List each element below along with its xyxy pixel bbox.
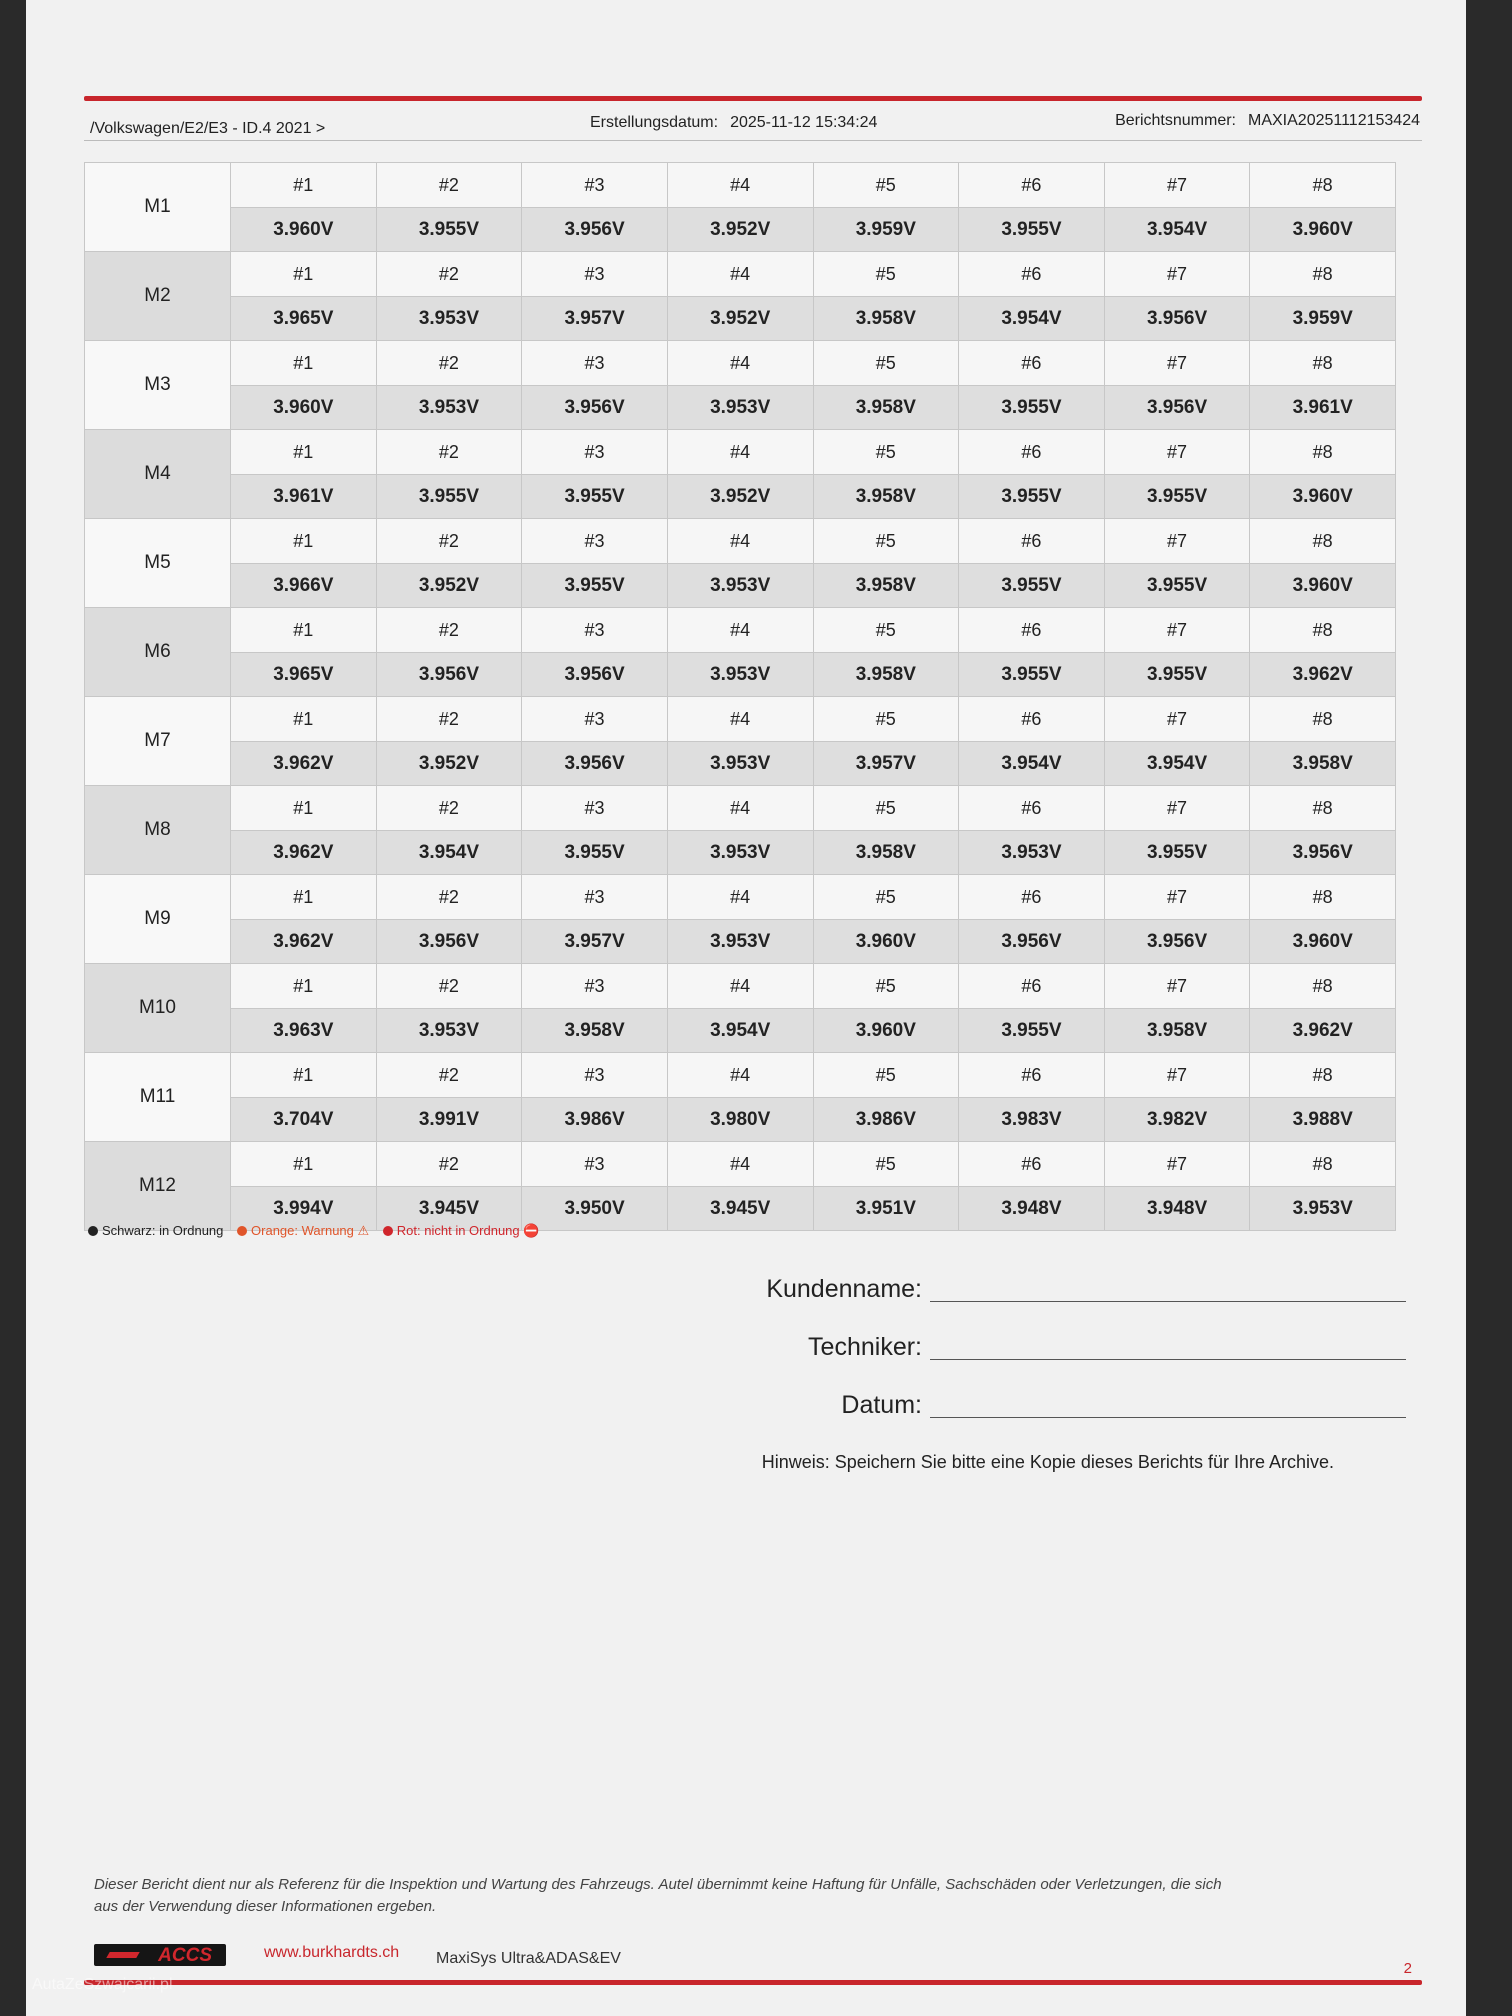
cell-number: #1	[231, 608, 377, 653]
cell-number: #5	[813, 1053, 959, 1098]
module-row	[85, 608, 1396, 653]
cell-voltage: 3.960V	[813, 920, 959, 964]
cell-number: #5	[813, 964, 959, 1009]
cell-number: #1	[231, 519, 377, 564]
report-number-label: Berichtsnummer:	[1115, 112, 1236, 129]
cell-number: #2	[376, 875, 522, 920]
cell-number: #2	[376, 430, 522, 475]
cell-number: #8	[1250, 608, 1396, 653]
cell-number: #2	[376, 519, 522, 564]
cell-voltage: 3.960V	[813, 1009, 959, 1053]
cell-number: #8	[1250, 786, 1396, 831]
cell-number: #7	[1104, 1142, 1250, 1187]
orange-dot-icon	[237, 1226, 247, 1236]
black-dot-icon	[88, 1226, 98, 1236]
module-row	[85, 163, 1396, 208]
cell-voltage: 3.956V	[522, 742, 668, 786]
module-row	[85, 519, 1396, 564]
cell-voltage: 3.982V	[1104, 1098, 1250, 1142]
cell-voltage: 3.958V	[813, 831, 959, 875]
voltage-row	[85, 208, 1396, 252]
cell-voltage: 3.953V	[376, 386, 522, 430]
disclaimer-line-1: Dieser Bericht dient nur als Referenz für die Inspektion und Wartung des Fahrzeugs. Autel übernimmt keine Haftung für Unfälle, Sachschäden oder Verletzungen, die sich	[94, 1876, 1222, 1893]
cell-voltage: 3.963V	[231, 1009, 377, 1053]
cell-number: #4	[667, 519, 813, 564]
cell-number: #6	[959, 519, 1105, 564]
cell-voltage: 3.955V	[1104, 475, 1250, 519]
cell-number: #5	[813, 875, 959, 920]
cell-voltage: 3.956V	[1104, 920, 1250, 964]
module-label: M2	[85, 252, 231, 341]
customer-name-field[interactable]	[726, 1268, 1406, 1308]
module-row	[85, 786, 1396, 831]
cell-number: #5	[813, 697, 959, 742]
cell-voltage: 3.954V	[376, 831, 522, 875]
cell-voltage: 3.953V	[376, 1009, 522, 1053]
cell-number: #6	[959, 1053, 1105, 1098]
cell-number: #2	[376, 608, 522, 653]
cell-voltage: 3.988V	[1250, 1098, 1396, 1142]
status-legend	[88, 1223, 549, 1239]
module-label: M1	[85, 163, 231, 252]
footer-accent-line	[84, 1980, 1422, 1985]
disclaimer-line-2: aus der Verwendung dieser Informationen ergeben.	[94, 1898, 437, 1915]
cell-number: #5	[813, 608, 959, 653]
cell-voltage: 3.958V	[813, 653, 959, 697]
cell-number: #6	[959, 786, 1105, 831]
cell-number: #3	[522, 252, 668, 297]
cell-number: #2	[376, 964, 522, 1009]
date-field[interactable]	[726, 1384, 1406, 1424]
customer-name-label: Kundenname:	[766, 1275, 922, 1303]
cell-voltage: 3.962V	[1250, 1009, 1396, 1053]
voltage-row	[85, 653, 1396, 697]
cell-voltage: 3.952V	[667, 475, 813, 519]
cell-number: #1	[231, 341, 377, 386]
cell-number: #1	[231, 964, 377, 1009]
cell-number: #6	[959, 341, 1105, 386]
cell-number: #8	[1250, 875, 1396, 920]
cell-voltage: 3.960V	[1250, 475, 1396, 519]
cell-voltage: 3.953V	[667, 742, 813, 786]
cell-voltage: 3.959V	[813, 208, 959, 252]
voltage-row	[85, 475, 1396, 519]
cell-number: #4	[667, 1053, 813, 1098]
cell-number: #8	[1250, 1142, 1396, 1187]
cell-voltage: 3.955V	[376, 208, 522, 252]
cell-voltage: 3.955V	[1104, 564, 1250, 608]
cell-number: #7	[1104, 964, 1250, 1009]
cell-number: #3	[522, 875, 668, 920]
cell-number: #2	[376, 786, 522, 831]
cell-number: #4	[667, 786, 813, 831]
cell-number: #6	[959, 697, 1105, 742]
cell-number: #6	[959, 252, 1105, 297]
cell-voltage: 3.953V	[376, 297, 522, 341]
cell-number: #1	[231, 252, 377, 297]
cell-number: #7	[1104, 697, 1250, 742]
cell-voltage: 3.956V	[1250, 831, 1396, 875]
cell-number: #4	[667, 608, 813, 653]
module-label: M8	[85, 786, 231, 875]
cell-voltage: 3.954V	[959, 297, 1105, 341]
disclaimer	[94, 1874, 1374, 1918]
cell-number: #5	[813, 1142, 959, 1187]
cell-voltage: 3.965V	[231, 653, 377, 697]
module-row	[85, 430, 1396, 475]
accs-logo	[94, 1944, 226, 1966]
cell-voltage: 3.983V	[959, 1098, 1105, 1142]
cell-voltage: 3.954V	[1104, 742, 1250, 786]
cell-voltage: 3.994V	[231, 1187, 377, 1231]
cell-number: #7	[1104, 519, 1250, 564]
cell-number: #5	[813, 341, 959, 386]
cell-number: #3	[522, 786, 668, 831]
cell-number: #3	[522, 430, 668, 475]
cell-voltage: 3.953V	[959, 831, 1105, 875]
cell-number: #8	[1250, 964, 1396, 1009]
cell-voltage: 3.958V	[813, 386, 959, 430]
cell-number: #8	[1250, 252, 1396, 297]
cell-voltage: 3.952V	[376, 564, 522, 608]
date-line	[930, 1417, 1406, 1418]
cell-number: #3	[522, 608, 668, 653]
cell-number: #6	[959, 163, 1105, 208]
module-label: M10	[85, 964, 231, 1053]
cell-voltage: 3.945V	[667, 1187, 813, 1231]
cell-voltage: 3.954V	[1104, 208, 1250, 252]
cell-number: #1	[231, 786, 377, 831]
cell-voltage: 3.958V	[1104, 1009, 1250, 1053]
cell-voltage: 3.962V	[231, 742, 377, 786]
module-label: M5	[85, 519, 231, 608]
cell-number: #8	[1250, 341, 1396, 386]
cell-number: #5	[813, 163, 959, 208]
cell-voltage: 3.951V	[813, 1187, 959, 1231]
cell-number: #4	[667, 341, 813, 386]
module-label: M9	[85, 875, 231, 964]
cell-number: #8	[1250, 430, 1396, 475]
cell-number: #1	[231, 1053, 377, 1098]
cell-number: #3	[522, 341, 668, 386]
cell-voltage-table	[84, 162, 1396, 1231]
module-row	[85, 1142, 1396, 1187]
cell-voltage: 3.956V	[1104, 386, 1250, 430]
header-accent-line	[84, 96, 1422, 101]
report-footer	[94, 1942, 1414, 1977]
creation-date-value: 2025-11-12 15:34:24	[730, 114, 878, 131]
cell-number: #1	[231, 1142, 377, 1187]
cell-voltage: 3.948V	[1104, 1187, 1250, 1231]
report-page	[26, 0, 1466, 2016]
cell-number: #7	[1104, 1053, 1250, 1098]
cell-number: #7	[1104, 341, 1250, 386]
cell-number: #2	[376, 252, 522, 297]
cell-number: #4	[667, 697, 813, 742]
cell-voltage: 3.953V	[667, 831, 813, 875]
cell-voltage: 3.962V	[231, 831, 377, 875]
module-label: M11	[85, 1053, 231, 1142]
cell-voltage: 3.962V	[231, 920, 377, 964]
cell-number: #4	[667, 964, 813, 1009]
header-divider	[84, 140, 1422, 141]
voltage-row	[85, 831, 1396, 875]
module-label: M6	[85, 608, 231, 697]
vehicle-path: /Volkswagen/E2/E3 - ID.4 2021 >	[90, 120, 326, 137]
cell-number: #1	[231, 875, 377, 920]
cell-voltage: 3.956V	[376, 920, 522, 964]
customer-name-line	[930, 1301, 1406, 1302]
legend-fault-label: Rot: nicht in Ordnung	[396, 1223, 520, 1238]
cell-voltage: 3.958V	[522, 1009, 668, 1053]
cell-number: #3	[522, 697, 668, 742]
cell-voltage: 3.955V	[1104, 653, 1250, 697]
voltage-row	[85, 1098, 1396, 1142]
cell-number: #7	[1104, 875, 1250, 920]
cell-voltage: 3.986V	[813, 1098, 959, 1142]
cell-number: #8	[1250, 1053, 1396, 1098]
technician-line	[930, 1359, 1406, 1360]
legend-fault	[383, 1223, 540, 1238]
technician-label: Techniker:	[808, 1333, 922, 1361]
cell-number: #4	[667, 875, 813, 920]
warning-triangle-icon: ⚠	[353, 1223, 370, 1238]
cell-number: #1	[231, 697, 377, 742]
module-row	[85, 252, 1396, 297]
cell-number: #2	[376, 163, 522, 208]
cell-voltage: 3.952V	[667, 208, 813, 252]
cell-voltage: 3.986V	[522, 1098, 668, 1142]
cell-number: #2	[376, 1142, 522, 1187]
cell-number: #6	[959, 608, 1105, 653]
cell-voltage: 3.956V	[1104, 297, 1250, 341]
cell-voltage: 3.962V	[1250, 653, 1396, 697]
cell-voltage: 3.957V	[522, 297, 668, 341]
cell-voltage: 3.955V	[1104, 831, 1250, 875]
cell-voltage: 3.958V	[1250, 742, 1396, 786]
red-dot-icon	[383, 1226, 393, 1236]
cell-number: #7	[1104, 786, 1250, 831]
cell-voltage: 3.953V	[667, 386, 813, 430]
cell-number: #3	[522, 1142, 668, 1187]
cell-number: #7	[1104, 163, 1250, 208]
date-label: Datum:	[841, 1391, 922, 1419]
report-number-value: MAXIA20251112153424	[1248, 112, 1420, 129]
cell-voltage: 3.955V	[522, 564, 668, 608]
cell-number: #6	[959, 1142, 1105, 1187]
cell-voltage: 3.955V	[522, 475, 668, 519]
cell-number: #5	[813, 430, 959, 475]
module-label: M7	[85, 697, 231, 786]
cell-voltage: 3.956V	[522, 208, 668, 252]
voltage-row	[85, 297, 1396, 341]
cell-voltage: 3.960V	[231, 208, 377, 252]
cell-number: #8	[1250, 163, 1396, 208]
cell-voltage: 3.953V	[667, 653, 813, 697]
module-label: M12	[85, 1142, 231, 1231]
cell-voltage: 3.955V	[376, 475, 522, 519]
voltage-row	[85, 1009, 1396, 1053]
cell-voltage: 3.960V	[231, 386, 377, 430]
product-name: MaxiSys Ultra&ADAS&EV	[436, 1950, 621, 1967]
module-label: M3	[85, 341, 231, 430]
cell-voltage: 3.961V	[231, 475, 377, 519]
cell-voltage: 3.953V	[667, 920, 813, 964]
cell-number: #4	[667, 430, 813, 475]
cell-number: #4	[667, 1142, 813, 1187]
cell-number: #5	[813, 252, 959, 297]
cell-voltage: 3.955V	[959, 653, 1105, 697]
cell-number: #2	[376, 1053, 522, 1098]
cell-voltage: 3.958V	[813, 297, 959, 341]
logo-text: ACCS	[158, 1945, 212, 1966]
cell-voltage: 3.955V	[959, 564, 1105, 608]
cell-number: #4	[667, 252, 813, 297]
cell-voltage: 3.957V	[813, 742, 959, 786]
cell-voltage: 3.953V	[1250, 1187, 1396, 1231]
cell-voltage: 3.958V	[813, 564, 959, 608]
logo-swoosh-icon	[106, 1952, 139, 1958]
cell-number: #3	[522, 163, 668, 208]
cell-number: #1	[231, 163, 377, 208]
cell-voltage: 3.959V	[1250, 297, 1396, 341]
cell-voltage: 3.704V	[231, 1098, 377, 1142]
cell-voltage: 3.960V	[1250, 564, 1396, 608]
module-label: M4	[85, 430, 231, 519]
voltage-row	[85, 742, 1396, 786]
voltage-row	[85, 920, 1396, 964]
cell-number: #4	[667, 163, 813, 208]
cell-voltage: 3.956V	[522, 653, 668, 697]
cell-voltage: 3.961V	[1250, 386, 1396, 430]
cell-voltage: 3.952V	[376, 742, 522, 786]
cell-voltage: 3.960V	[1250, 920, 1396, 964]
cell-voltage: 3.966V	[231, 564, 377, 608]
fault-alarm-icon: ⛔	[519, 1223, 540, 1238]
creation-date	[590, 114, 877, 132]
cell-number: #8	[1250, 697, 1396, 742]
creation-date-label: Erstellungsdatum:	[590, 114, 719, 131]
cell-number: #7	[1104, 430, 1250, 475]
cell-voltage: 3.956V	[376, 653, 522, 697]
cell-number: #2	[376, 341, 522, 386]
cell-voltage: 3.945V	[376, 1187, 522, 1231]
cell-voltage: 3.950V	[522, 1187, 668, 1231]
cell-voltage: 3.955V	[959, 475, 1105, 519]
cell-voltage: 3.980V	[667, 1098, 813, 1142]
cell-voltage: 3.954V	[667, 1009, 813, 1053]
legend-ok	[88, 1223, 223, 1238]
page-number: 2	[1403, 1960, 1412, 1977]
cell-number: #6	[959, 875, 1105, 920]
module-row	[85, 875, 1396, 920]
cell-number: #8	[1250, 519, 1396, 564]
voltage-row	[85, 564, 1396, 608]
cell-voltage: 3.952V	[667, 297, 813, 341]
module-row	[85, 1053, 1396, 1098]
module-row	[85, 964, 1396, 1009]
cell-number: #3	[522, 964, 668, 1009]
cell-number: #3	[522, 519, 668, 564]
cell-voltage: 3.965V	[231, 297, 377, 341]
voltage-row	[85, 386, 1396, 430]
cell-voltage: 3.960V	[1250, 208, 1396, 252]
legend-warning	[237, 1223, 369, 1238]
website-link[interactable]: www.burkhardts.ch	[264, 1944, 400, 1961]
report-number	[1115, 112, 1420, 130]
cell-voltage: 3.955V	[959, 208, 1105, 252]
cell-voltage: 3.991V	[376, 1098, 522, 1142]
cell-number: #7	[1104, 608, 1250, 653]
legend-warning-label: Orange: Warnung	[251, 1223, 354, 1238]
archive-note: Hinweis: Speichern Sie bitte eine Kopie dieses Berichts für Ihre Archive.	[761, 1452, 1334, 1472]
cell-number: #6	[959, 430, 1105, 475]
cell-voltage: 3.956V	[959, 920, 1105, 964]
module-row	[85, 341, 1396, 386]
cell-number: #7	[1104, 252, 1250, 297]
cell-voltage: 3.958V	[813, 475, 959, 519]
cell-voltage: 3.956V	[522, 386, 668, 430]
cell-number: #5	[813, 786, 959, 831]
cell-voltage: 3.955V	[959, 1009, 1105, 1053]
cell-voltage: 3.948V	[959, 1187, 1105, 1231]
cell-voltage: 3.955V	[522, 831, 668, 875]
cell-number: #3	[522, 1053, 668, 1098]
cell-voltage: 3.953V	[667, 564, 813, 608]
cell-number: #6	[959, 964, 1105, 1009]
module-row	[85, 697, 1396, 742]
cell-number: #2	[376, 697, 522, 742]
watermark: AutaZeSzwajcarii.pl	[32, 1976, 173, 1993]
technician-field[interactable]	[726, 1326, 1406, 1366]
cell-voltage: 3.955V	[959, 386, 1105, 430]
cell-number: #1	[231, 430, 377, 475]
legend-ok-label: Schwarz: in Ordnung	[102, 1223, 224, 1238]
cell-voltage: 3.957V	[522, 920, 668, 964]
cell-number: #5	[813, 519, 959, 564]
cell-voltage: 3.954V	[959, 742, 1105, 786]
